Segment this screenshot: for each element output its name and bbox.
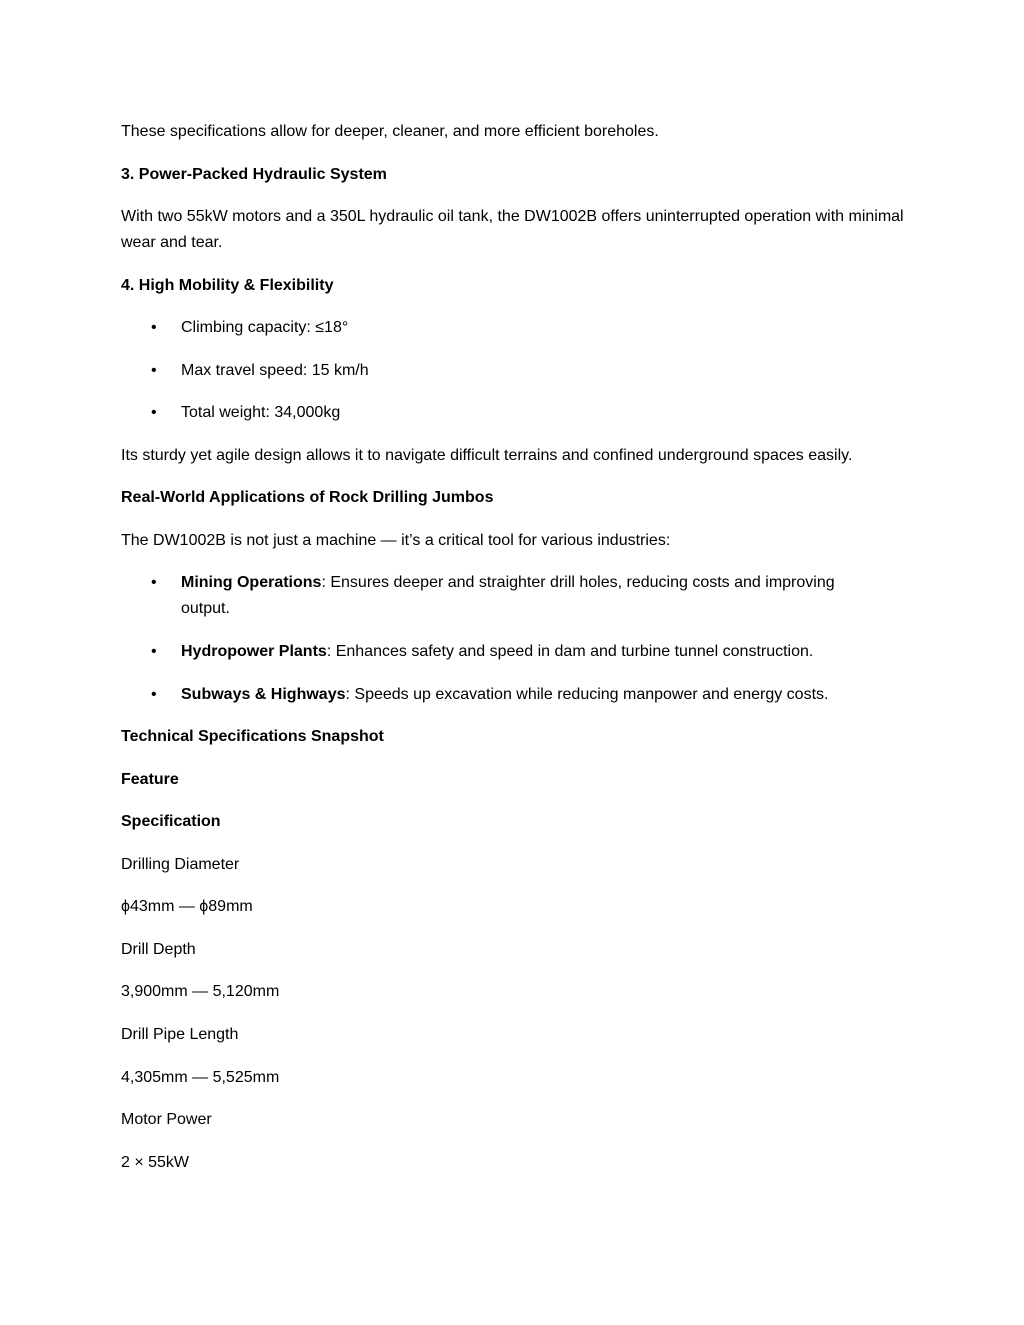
section4-heading: 4. High Mobility & Flexibility	[121, 277, 334, 294]
list-item-desc: : Ensures deeper and straighter drill holes, reducing costs and improving output.	[181, 574, 835, 617]
bullet-icon: •	[151, 362, 157, 379]
spec-row: Drill Depth	[121, 941, 196, 958]
spec-row: Drill Pipe Length	[121, 1026, 239, 1043]
list-item-text: Climbing capacity: ≤18°	[181, 319, 349, 336]
section3-heading: 3. Power-Packed Hydraulic System	[121, 166, 387, 183]
specs-column-feature: Feature	[121, 771, 179, 788]
spec-row: 4,305mm — 5,525mm	[121, 1069, 280, 1086]
bullet-icon: •	[151, 643, 157, 660]
spec-row: Drilling Diameter	[121, 856, 240, 873]
bullet-icon: •	[151, 319, 157, 336]
section3-paragraph: With two 55kW motors and a 350L hydraulic oil tank, the DW1002B offers uninterrupted operation with minimal wear and tear.	[121, 208, 904, 251]
bullet-icon: •	[151, 404, 157, 421]
spec-row: 2 × 55kW	[121, 1154, 190, 1171]
intro-paragraph: These specifications allow for deeper, cleaner, and more efficient boreholes.	[121, 123, 659, 140]
list-item-desc: : Speeds up excavation while reducing manpower and energy costs.	[345, 686, 829, 703]
section4-paragraph: Its sturdy yet agile design allows it to navigate difficult terrains and confined underground spaces easily.	[121, 447, 853, 464]
applications-intro: The DW1002B is not just a machine — it’s a critical tool for various industries:	[121, 532, 671, 549]
bullet-icon: •	[151, 686, 157, 703]
specs-column-specification: Specification	[121, 813, 221, 830]
list-item-desc: : Enhances safety and speed in dam and turbine tunnel construction.	[326, 643, 814, 660]
list-item-term: Mining Operations	[181, 574, 322, 591]
list-item-term: Hydropower Plants	[181, 643, 327, 660]
bullet-icon: •	[151, 574, 157, 591]
list-item-text: Max travel speed: 15 km/h	[181, 362, 369, 379]
spec-row: 3,900mm — 5,120mm	[121, 983, 280, 1000]
list-item-term: Subways & Highways	[181, 686, 346, 703]
spec-row: Motor Power	[121, 1111, 212, 1128]
spec-row: ϕ43mm — ϕ89mm	[121, 898, 253, 915]
applications-heading: Real-World Applications of Rock Drilling Jumbos	[121, 489, 494, 506]
list-item-text: Total weight: 34,000kg	[181, 404, 341, 421]
specs-heading: Technical Specifications Snapshot	[121, 728, 384, 745]
